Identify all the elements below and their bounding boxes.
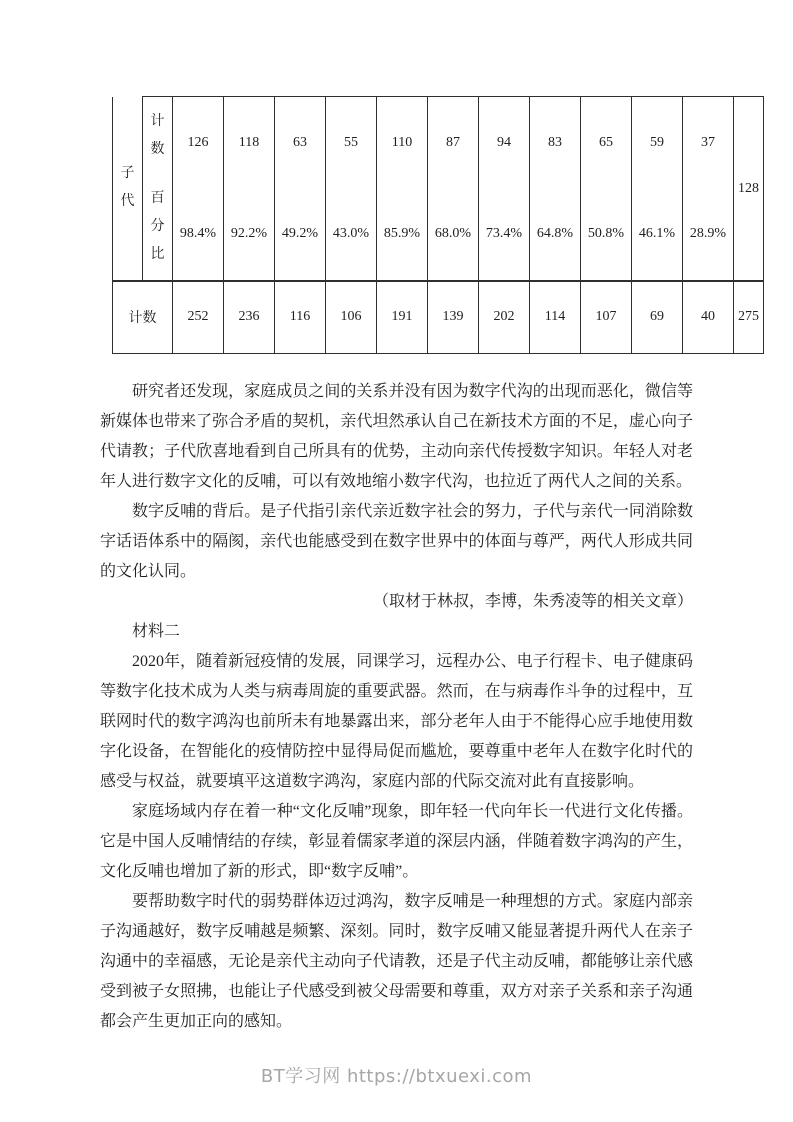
paragraph-bridging-divide: 要帮助数字时代的弱势群体迈过鸿沟，数字反哺是一种理想的方式。家庭内部亲子沟通越好，数字反哺越是频繁、深刻。同时，数字反哺又能显著提升两代人在亲子沟通中的幸福感，无论是亲代主动向子代请教，还是子代主动反哺，都能够让亲代感受到被子女照拂，也能让子代感受到被父母需要和尊重，双方对亲子关系和亲子沟通都会产生更加正向的感知。 [100, 893, 693, 1030]
data-cell [326, 97, 377, 282]
percent-value: 46.1% [638, 226, 676, 242]
table-row-offspring [113, 97, 764, 282]
data-cell [275, 97, 326, 282]
count-value: 83 [548, 134, 562, 150]
percent-value: 43.0% [332, 226, 370, 242]
total-cell: 252 [173, 281, 224, 353]
data-cell [428, 97, 479, 282]
body-text [100, 377, 693, 1037]
row-group-total: 128 [738, 180, 759, 196]
percent-value: 73.4% [485, 226, 523, 242]
total-cell: 69 [632, 281, 683, 353]
percent-value: 85.9% [383, 226, 421, 242]
paragraph-cultural-feedback: 家庭场域内存在着一种“文化反哺”现象，即年轻一代向年长一代进行文化传播。它是中国人反哺情结的存续，彰显着儒家孝道的深层内涵，伴随着数字鸿沟的产生，文化反哺也增加了新的形式，即“数字反哺”。 [100, 803, 693, 880]
percent-value: 49.2% [281, 226, 319, 242]
percent-label: 百分比 [150, 191, 165, 263]
percent-value: 92.2% [230, 226, 268, 242]
percent-value: 68.0% [434, 226, 472, 242]
total-cell: 114 [530, 281, 581, 353]
grand-total-cell [734, 281, 764, 353]
count-value: 63 [293, 134, 307, 150]
total-row-label-cell [113, 281, 173, 353]
total-cell: 116 [275, 281, 326, 353]
row-group-total-cell [734, 97, 764, 282]
statistics-table [112, 96, 764, 354]
count-label: 计数 [150, 113, 165, 157]
count-value: 118 [238, 134, 260, 150]
count-value: 94 [497, 134, 511, 150]
grand-total: 275 [738, 309, 759, 325]
material-two-heading: 材料二 [132, 623, 181, 640]
total-cell: 107 [581, 281, 632, 353]
total-row-label: 计数 [128, 311, 157, 327]
data-cell [632, 97, 683, 282]
data-cell [224, 97, 275, 282]
data-cell [581, 97, 632, 282]
row-group-label: 子代 [120, 166, 135, 210]
percent-value: 98.4% [179, 226, 217, 242]
data-cell [377, 97, 428, 282]
total-cell: 191 [377, 281, 428, 353]
paragraph-pandemic-digital-divide: 2020年，随着新冠疫情的发展，同课学习，远程办公、电子行程卡、电子健康码等数字化技术成为人类与病毒周旋的重要武器。然而，在与病毒作斗争的过程中，互联网时代的数字鸿沟也前所未有地暴露出来，部分老年人由于不能得心应手地使用数字化设备，在智能化的疫情防控中显得局促而尴尬，要尊重中老年人在数字化时代的感受与权益，就要填平这道数字鸿沟，家庭内部的代际交流对此有直接影响。 [100, 653, 693, 790]
footer-watermark: BT学习网 https://btxuexi.com [260, 1066, 533, 1087]
count-value: 110 [391, 134, 413, 150]
count-value: 37 [701, 134, 715, 150]
data-cell [530, 97, 581, 282]
total-cell: 139 [428, 281, 479, 353]
count-value: 126 [187, 134, 209, 150]
metric-labels-cell [143, 97, 173, 282]
count-value: 87 [446, 134, 460, 150]
data-cell [173, 97, 224, 282]
count-value: 59 [650, 134, 664, 150]
total-cell: 40 [683, 281, 734, 353]
total-cell: 202 [479, 281, 530, 353]
paragraph-digital-feedback: 数字反哺的背后。是子代指引亲代亲近数字社会的努力，子代与亲代一同消除数字话语体系中的隔阂，亲代也能感受到在数字世界中的体面与尊严，两代人形成共同的文化认同。 [100, 503, 693, 580]
percent-value: 28.9% [689, 226, 727, 242]
data-cell [479, 97, 530, 282]
row-group-label-cell [113, 97, 143, 282]
table-row-totals [113, 281, 764, 353]
percent-value: 50.8% [587, 226, 625, 242]
total-cell: 236 [224, 281, 275, 353]
count-value: 65 [599, 134, 613, 150]
percent-value: 64.8% [536, 226, 574, 242]
source-attribution: （取材于林叔，李博，朱秀凌等的相关文章） [372, 593, 693, 610]
total-cell: 106 [326, 281, 377, 353]
paragraph-research-findings: 研究者还发现，家庭成员之间的关系并没有因为数字代沟的出现而恶化，微信等新媒体也带来了弥合矛盾的契机，亲代坦然承认自己在新技术方面的不足，虚心向子代请教；子代欣喜地看到自己所具有的优势，主动向亲代传授数字知识。年轻人对老年人进行数字文化的反哺，可以有效地缩小数字代沟，也拉近了两代人之间的关系。 [100, 383, 693, 490]
data-cell [683, 97, 734, 282]
count-value: 55 [344, 134, 358, 150]
